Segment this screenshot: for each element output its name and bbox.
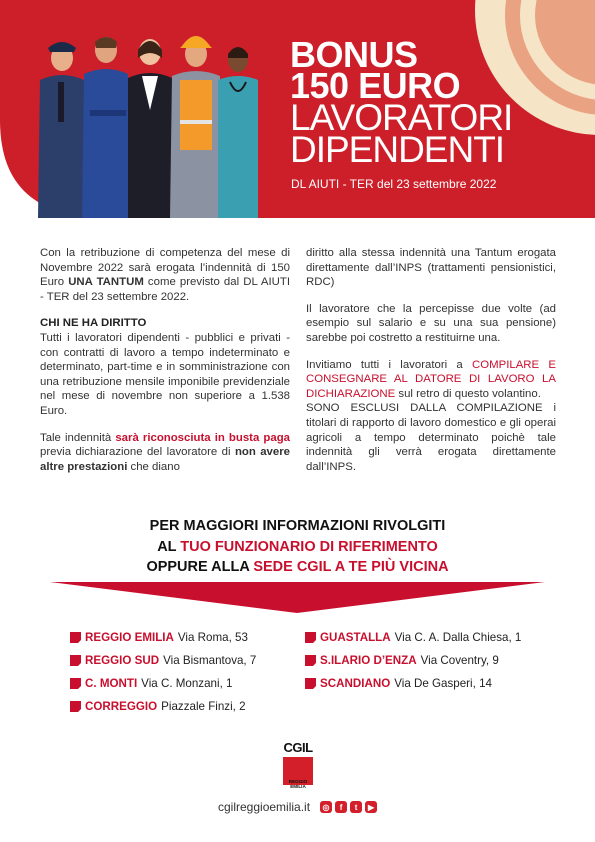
offices-right: [305, 626, 521, 695]
office-item: REGGIO SUD Via Bismantova, 7: [70, 649, 256, 672]
office-item: REGGIO EMILIA Via Roma, 53: [70, 626, 256, 649]
cgil-logo-subtitle: REGGIO EMILIA: [288, 779, 308, 789]
office-item: SCANDIANO Via De Gasperi, 14: [305, 672, 521, 695]
title-line-2: 150 EURO: [290, 64, 461, 106]
office-item: CORREGGIO Piazzale Finzi, 2: [70, 695, 256, 718]
footer: [218, 800, 380, 814]
info-line-2: AL TUO FUNZIONARIO DI RIFERIMENTO: [157, 538, 438, 555]
info-line-3: OPPURE ALLA SEDE CGIL A TE PIÙ VICINA: [146, 559, 449, 576]
bullet-icon: [305, 632, 316, 643]
left-column: [40, 246, 290, 486]
info-line-1: PER MAGGIORI INFORMAZIONI RIVOLGITI: [149, 518, 446, 534]
website-link[interactable]: cgilreggioemilia.it: [218, 800, 311, 814]
title-line-3: LAVORATORI: [290, 96, 513, 138]
instagram-icon[interactable]: ◎: [320, 801, 332, 813]
payslip-paragraph: Tale indennità sarà riconosciuta in busta paga previa dichiarazione del lavoratore di non avere altre prestazioni che diano: [40, 431, 290, 473]
page-title: [290, 34, 513, 170]
title-line-1: BONUS: [290, 34, 418, 75]
offices-left: [70, 626, 256, 718]
bullet-icon: [70, 678, 81, 689]
eligibility-heading: CHI NE HA DIRITTO: [40, 317, 147, 330]
down-arrow-banner: [50, 582, 545, 614]
bullet-icon: [70, 655, 81, 666]
twitter-icon[interactable]: t: [350, 801, 362, 813]
bullet-icon: [70, 701, 81, 712]
intro-paragraph: Con la retribuzione di competenza del mese di Novembre 2022 sarà erogata l’indennità di 150 Euro UNA TANTUM come previsto dal DL AIUTI - TER del 23 settembre 2022.: [40, 247, 290, 303]
bullet-icon: [305, 655, 316, 666]
office-item: S.ILARIO D’ENZA Via Coventry, 9: [305, 649, 521, 672]
subtitle: DL AIUTI - TER del 23 settembre 2022: [291, 177, 497, 191]
cgil-logo: CGIL: [283, 740, 313, 755]
exclusions-paragraph: SONO ESCLUSI DALLA COMPILAZIONE i titolari di rapporto di lavoro domestico e gli operai agricoli a tempo determinato poichè tale indennità gli verrà erogata direttamente dall’INPS.: [306, 402, 556, 473]
facebook-icon[interactable]: f: [335, 801, 347, 813]
title-line-4: DIPENDENTI: [290, 128, 505, 170]
youtube-icon[interactable]: ▶: [365, 801, 377, 813]
refund-paragraph: Il lavoratore che la percepisse due volte (ad esempio sul salario e su una sua pensione) sarebbe poi costretto a restituirne una.: [306, 302, 556, 344]
bullet-icon: [305, 678, 316, 689]
office-item: C. MONTI Via C. Monzani, 1: [70, 672, 256, 695]
inps-paragraph: diritto alla stessa indennità una Tantum erogata direttamente dall’INPS (trattamenti pensionistici, RDC): [306, 247, 556, 289]
info-block: [0, 516, 595, 578]
header-banner: [0, 0, 595, 218]
eligibility-section: [40, 316, 290, 418]
right-column: [306, 246, 556, 486]
declaration-paragraph: Invitiamo tutti i lavoratori a COMPILARE E CONSEGNARE AL DATORE DI LAVORO LA DICHIARAZIONE sul retro di questo volantino.: [306, 358, 556, 400]
office-item: GUASTALLA Via C. A. Dalla Chiesa, 1: [305, 626, 521, 649]
bullet-icon: [70, 632, 81, 643]
eligibility-text: Tutti i lavoratori dipendenti - pubblici e privati - con contratti di lavoro a tempo indeterminato e determinato, part-time e in somministrazione con una retribuzione mensile imponibile previdenziale nel mese di novembre non superiore a 1.538 Euro.: [40, 331, 290, 417]
